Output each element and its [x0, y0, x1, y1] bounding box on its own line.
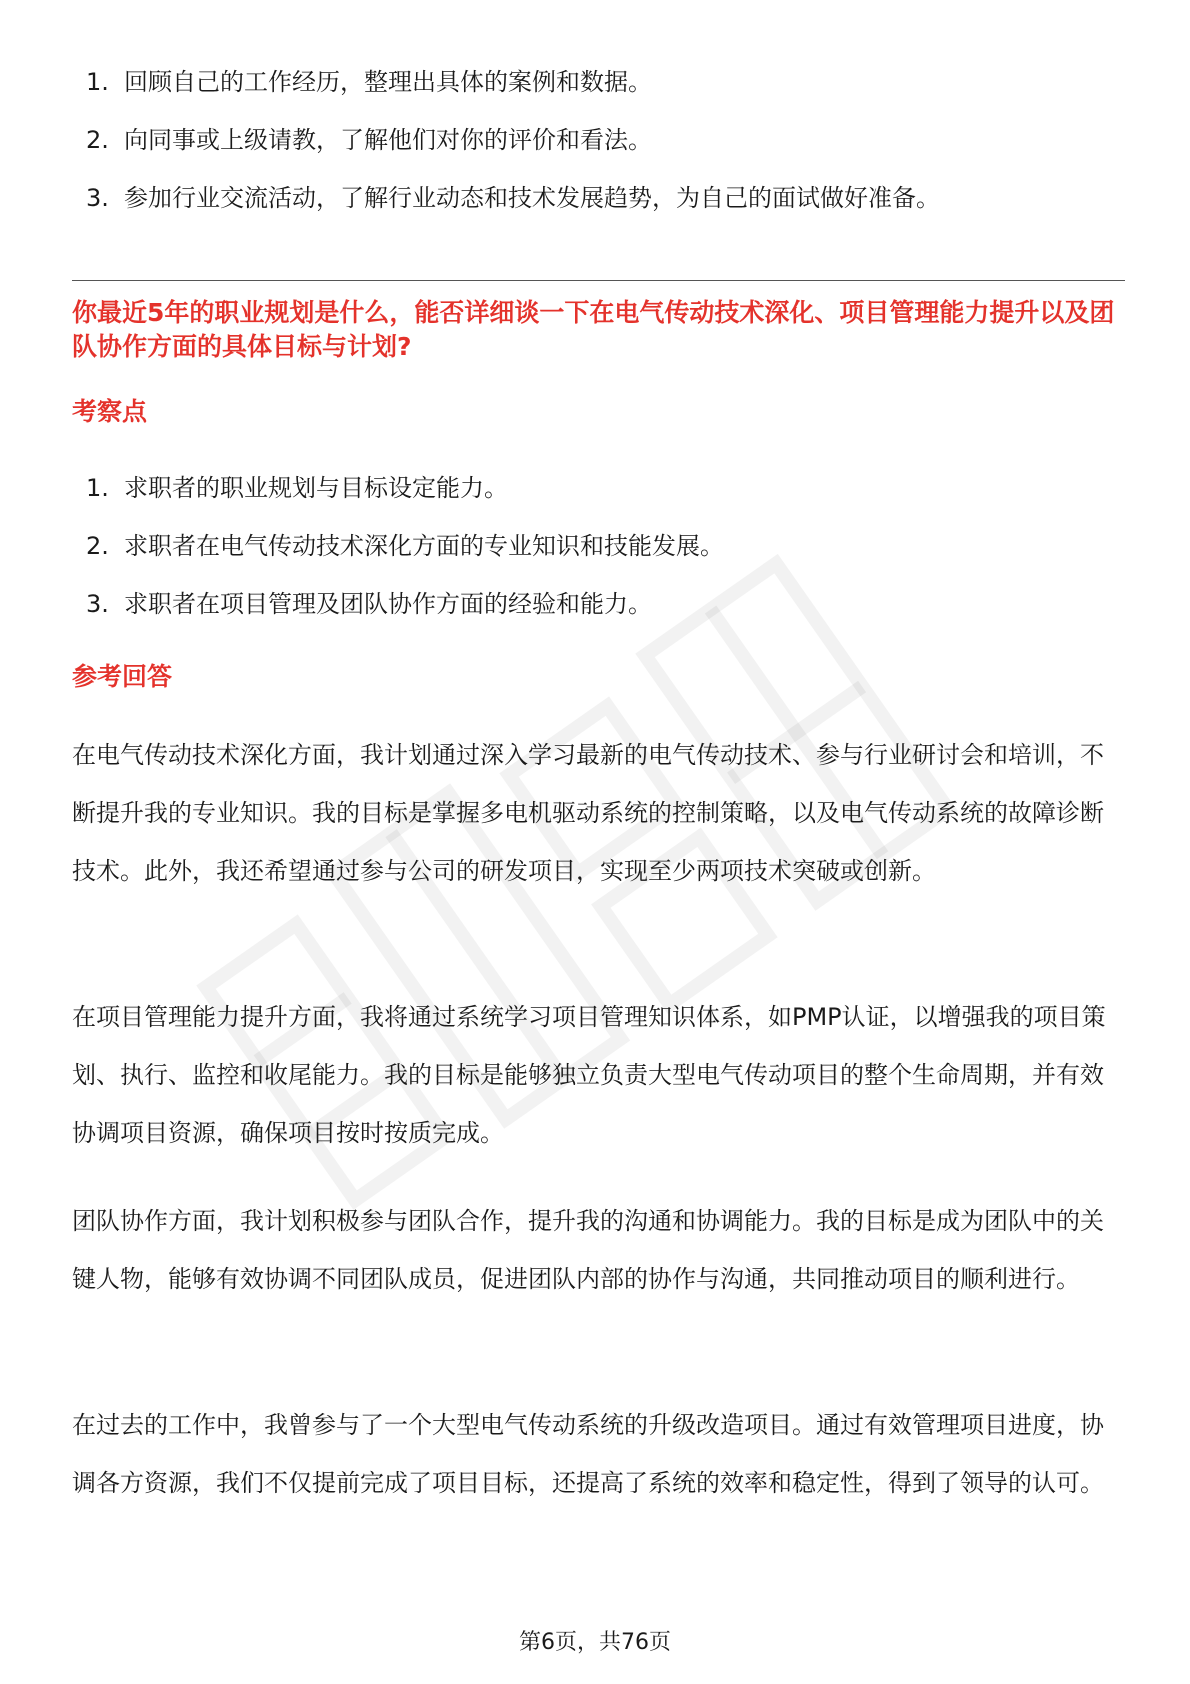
list-item — [86, 468, 1126, 526]
list-item — [86, 526, 1126, 584]
list-number: 3. — [86, 184, 109, 212]
page-footer: 第6页，共76页 — [519, 1630, 671, 1655]
list-number: 2. — [86, 126, 109, 154]
answer-paragraph: 在电气传动技术深化方面，我计划通过深入学习最新的电气传动技术、参与行业研讨会和培训，不断提升我的专业知识。我的目标是掌握多电机驱动系统的控制策略，以及电气传动系统的故障诊断技术。此外，我还希望通过参与公司的研发项目，实现至少两项技术突破或创新。 — [72, 741, 1104, 885]
list-number: 3. — [86, 590, 109, 618]
list-text: 回顾自己的工作经历，整理出具体的案例和数据。 — [124, 68, 652, 96]
section-divider — [72, 280, 1125, 281]
list-text: 求职者在项目管理及团队协作方面的经验和能力。 — [124, 590, 652, 618]
list-item — [86, 62, 1126, 120]
list-item — [86, 584, 1126, 642]
list-text: 求职者在电气传动技术深化方面的专业知识和技能发展。 — [124, 532, 724, 560]
answer-title: 参考回答 — [72, 662, 173, 691]
answer-paragraph: 团队协作方面，我计划积极参与团队合作，提升我的沟通和协调能力。我的目标是成为团队中的关键人物，能够有效协调不同团队成员，促进团队内部的协作与沟通，共同推动项目的顺利进行。 — [72, 1207, 1104, 1293]
list-text: 向同事或上级请教，了解他们对你的评价和看法。 — [124, 126, 652, 154]
list-item — [86, 178, 1126, 236]
focus-title: 考察点 — [72, 397, 148, 426]
answer-paragraph: 在项目管理能力提升方面，我将通过系统学习项目管理知识体系，如PMP认证，以增强我的项目策划、执行、监控和收尾能力。我的目标是能够独立负责大型电气传动项目的整个生命周期，并有效协调项目资源，确保项目按时按质完成。 — [72, 1003, 1106, 1147]
list-number: 1. — [86, 474, 109, 502]
focus-list — [86, 468, 1126, 642]
intro-list — [86, 62, 1126, 236]
question-heading: 你最近5年的职业规划是什么，能否详细谈一下在电气传动技术深化、项目管理能力提升以及团队协作方面的具体目标与计划? — [72, 298, 1115, 361]
list-text: 求职者的职业规划与目标设定能力。 — [124, 474, 508, 502]
list-number: 1. — [86, 68, 109, 96]
list-item — [86, 120, 1126, 178]
answer-paragraph: 在过去的工作中，我曾参与了一个大型电气传动系统的升级改造项目。通过有效管理项目进度，协调各方资源，我们不仅提前完成了项目目标，还提高了系统的效率和稳定性，得到了领导的认可。 — [72, 1411, 1104, 1497]
list-text: 参加行业交流活动，了解行业动态和技术发展趋势，为自己的面试做好准备。 — [124, 184, 940, 212]
list-number: 2. — [86, 532, 109, 560]
